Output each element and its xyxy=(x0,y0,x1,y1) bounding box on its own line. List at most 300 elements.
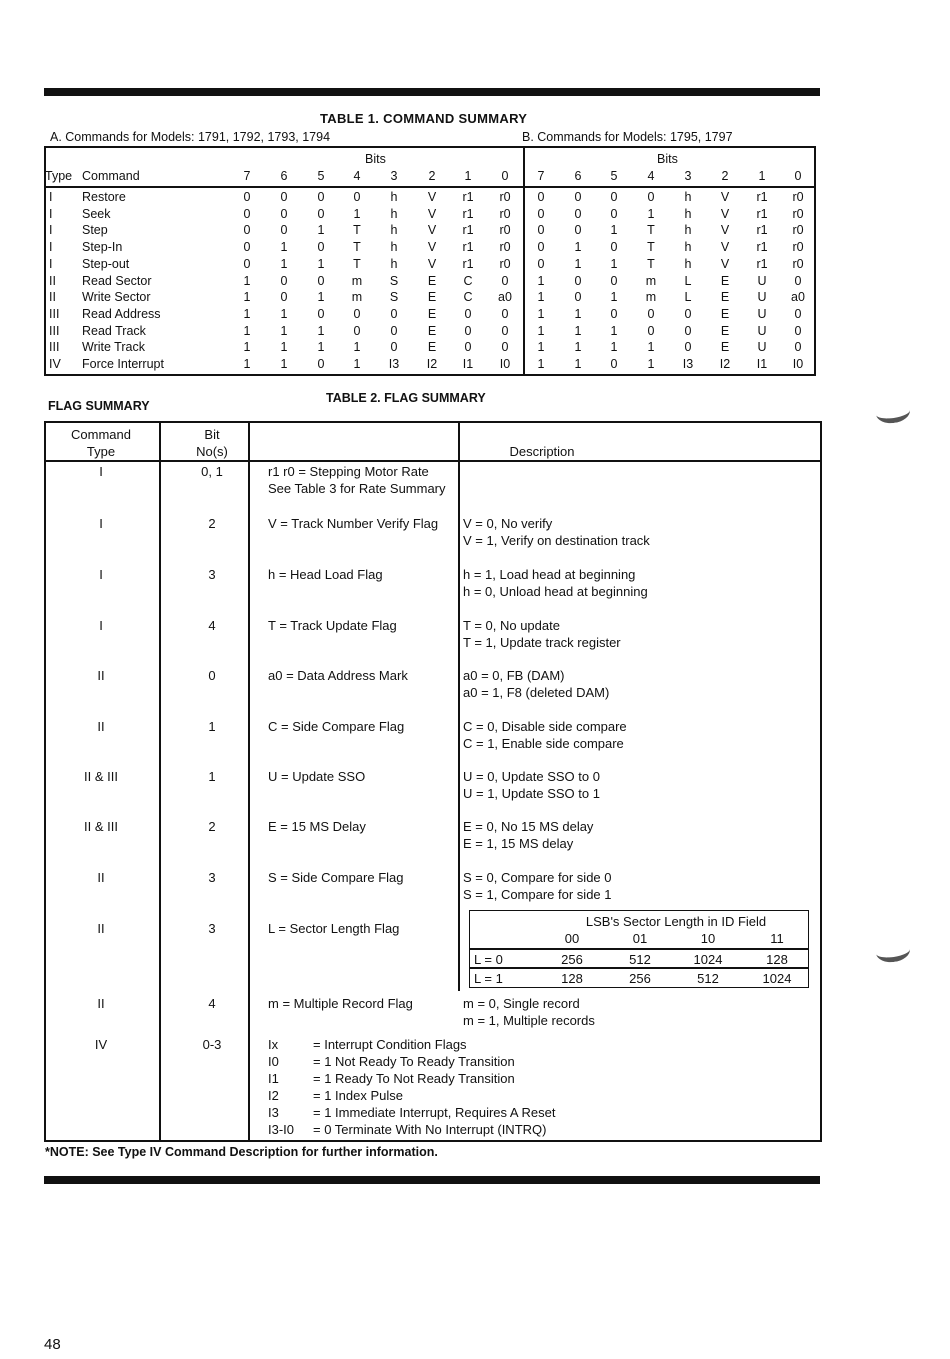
sector-length-value: 1024 xyxy=(693,952,723,967)
binder-hole-mark xyxy=(875,939,912,965)
flag-description: U = 1, Update SSO to 1 xyxy=(463,786,600,801)
header-type: Type xyxy=(86,444,116,459)
bit-value-b: U xyxy=(757,306,767,321)
bit-value-a: T xyxy=(353,223,361,238)
bit-value-a: h xyxy=(390,190,398,204)
bit-value-a: r1 xyxy=(462,206,474,221)
bit-header-a: 4 xyxy=(353,169,361,183)
bit-header-b: 1 xyxy=(758,169,766,183)
footnote: *NOTE: See Type IV Command Description for further information. xyxy=(45,1145,438,1159)
bit-value-a: 0 xyxy=(464,306,472,321)
flag-bit-number: 4 xyxy=(208,996,216,1011)
bottom-rule xyxy=(44,1176,820,1184)
bit-value-b: 0 xyxy=(794,306,802,321)
flag-bit-number: 2 xyxy=(208,516,216,531)
bit-value-b: I3 xyxy=(682,357,694,371)
bit-value-b: 0 xyxy=(610,273,618,288)
flag-command-type: II xyxy=(97,668,105,683)
bit-value-b: 1 xyxy=(537,290,545,305)
command-type: III xyxy=(49,306,60,321)
interrupt-symbol: I3-I0 xyxy=(268,1122,295,1137)
bit-value-a: 0 xyxy=(317,206,325,221)
bit-value-a: 1 xyxy=(317,323,325,338)
bit-value-a: T xyxy=(353,256,361,271)
interrupt-description: = 0 Terminate With No Interrupt (INTRQ) xyxy=(313,1122,547,1137)
bit-value-a: 1 xyxy=(280,340,288,355)
header-description: Description xyxy=(509,444,575,459)
header-bit: Bit xyxy=(204,427,220,442)
command-name: Read Address xyxy=(82,306,161,321)
command-name: Restore xyxy=(82,190,126,204)
bit-value-b: h xyxy=(684,206,692,221)
flag-description: V = 1, Verify on destination track xyxy=(463,533,650,548)
interrupt-symbol: I2 xyxy=(268,1088,279,1103)
flag-command-type: IV xyxy=(94,1037,108,1052)
bit-value-a: V xyxy=(427,190,437,204)
bit-value-b: E xyxy=(720,340,730,355)
bit-header-b: 5 xyxy=(610,169,618,183)
bit-value-a: 1 xyxy=(243,323,251,338)
bit-value-b: 1 xyxy=(537,340,545,355)
bit-value-b: L xyxy=(684,273,692,288)
interrupt-description: = 1 Immediate Interrupt, Requires A Reset xyxy=(313,1105,556,1120)
bit-value-b: U xyxy=(757,323,767,338)
bit-value-a: S xyxy=(389,273,399,288)
bit-header-b: 2 xyxy=(721,169,729,183)
bit-value-a: 1 xyxy=(317,340,325,355)
bit-value-b: 0 xyxy=(794,273,802,288)
binder-hole-mark xyxy=(875,400,912,426)
flag-command-type: I xyxy=(99,567,103,582)
bit-value-a: 0 xyxy=(280,206,288,221)
bit-value-b: I1 xyxy=(756,357,768,371)
bit-value-a: 0 xyxy=(464,340,472,355)
page-number: 48 xyxy=(44,1336,61,1353)
bit-value-a: h xyxy=(390,240,398,255)
flag-description: C = 0, Disable side compare xyxy=(463,719,627,734)
bit-value-a: V xyxy=(427,223,437,238)
bit-value-a: 0 xyxy=(353,190,361,204)
bit-value-a: 0 xyxy=(280,273,288,288)
bit-value-a: 0 xyxy=(280,290,288,305)
bit-value-b: T xyxy=(647,256,655,271)
bit-value-a: h xyxy=(390,223,398,238)
bit-value-b: h xyxy=(684,256,692,271)
table1-divider xyxy=(523,146,525,376)
interrupt-description: = 1 Not Ready To Ready Transition xyxy=(313,1054,515,1069)
bit-value-a: 0 xyxy=(317,273,325,288)
bit-value-b: 0 xyxy=(537,256,545,271)
bit-value-b: 1 xyxy=(647,340,655,355)
command-name: Read Sector xyxy=(82,273,152,288)
table2-header-rule xyxy=(44,460,822,462)
bit-value-b: U xyxy=(757,340,767,355)
sector-length-col-header: 01 xyxy=(632,931,648,946)
bit-value-a: 1 xyxy=(243,306,251,321)
bit-value-b: 1 xyxy=(574,240,582,255)
table1-header-rule xyxy=(44,186,816,188)
flag-bit-number: 0, 1 xyxy=(201,464,223,479)
bit-value-b: 0 xyxy=(537,240,545,255)
bit-value-a: r0 xyxy=(499,223,511,238)
interrupt-symbol: Ix xyxy=(268,1037,279,1052)
bit-value-b: 0 xyxy=(537,223,545,238)
sector-length-value: 128 xyxy=(561,971,583,986)
bit-value-a: 0 xyxy=(317,357,325,371)
bit-value-a: 0 xyxy=(243,256,251,271)
bit-header-a: 3 xyxy=(390,169,398,183)
bit-header-b: 0 xyxy=(794,169,802,183)
bit-value-b: U xyxy=(757,273,767,288)
sector-length-rule-1 xyxy=(469,948,809,950)
bit-value-b: 0 xyxy=(537,190,545,204)
sector-length-col-header: 00 xyxy=(564,931,580,946)
bit-value-a: r0 xyxy=(499,240,511,255)
bit-value-a: r1 xyxy=(462,256,474,271)
bit-value-b: 0 xyxy=(574,190,582,204)
bit-value-b: r0 xyxy=(792,240,804,255)
bit-value-b: T xyxy=(647,240,655,255)
flag-command-type: II xyxy=(97,870,105,885)
bit-header-b: 4 xyxy=(647,169,655,183)
flag-definition: U = Update SSO xyxy=(268,769,366,784)
flag-bit-number: 3 xyxy=(208,567,216,582)
bit-value-a: I1 xyxy=(462,357,474,371)
sector-length-value: 128 xyxy=(766,952,788,967)
bit-value-a: 0 xyxy=(280,190,288,204)
flag-bit-number: 0-3 xyxy=(202,1037,222,1052)
bit-value-a: r0 xyxy=(499,206,511,221)
bit-value-b: 1 xyxy=(574,306,582,321)
bit-value-a: 0 xyxy=(390,323,398,338)
sector-length-title: LSB's Sector Length in ID Field xyxy=(585,914,767,929)
bit-value-b: 1 xyxy=(537,306,545,321)
sector-length-col-header: 10 xyxy=(700,931,716,946)
flag-description: S = 1, Compare for side 1 xyxy=(463,887,612,902)
flag-definition: m = Multiple Record Flag xyxy=(268,996,413,1011)
command-type: IV xyxy=(49,357,61,371)
type-header: Type xyxy=(45,169,73,183)
bit-value-b: 0 xyxy=(610,306,618,321)
bit-value-b: 0 xyxy=(574,223,582,238)
flag-description: S = 0, Compare for side 0 xyxy=(463,870,612,885)
command-name: Read Track xyxy=(82,323,146,338)
sector-length-col-header: 11 xyxy=(770,931,784,946)
bit-value-b: 0 xyxy=(647,190,655,204)
bit-value-b: 0 xyxy=(610,190,618,204)
command-type: III xyxy=(49,340,60,355)
bit-value-b: a0 xyxy=(791,290,805,305)
flag-bit-number: 0 xyxy=(208,668,216,683)
bit-value-a: C xyxy=(463,273,473,288)
bit-value-b: r1 xyxy=(756,256,768,271)
bit-value-a: T xyxy=(353,240,361,255)
bit-value-b: L xyxy=(684,290,692,305)
bit-header-b: 3 xyxy=(684,169,692,183)
bit-value-b: 1 xyxy=(647,206,655,221)
header-command: Command xyxy=(71,427,131,442)
bits-label-b: Bits xyxy=(657,152,678,166)
bit-value-a: 1 xyxy=(317,223,325,238)
interrupt-symbol: I0 xyxy=(268,1054,279,1069)
interrupt-description: = Interrupt Condition Flags xyxy=(313,1037,467,1052)
bit-value-a: r1 xyxy=(462,240,474,255)
bit-value-b: T xyxy=(647,223,655,238)
bit-value-b: m xyxy=(645,290,657,305)
flag-description: V = 0, No verify xyxy=(463,516,553,531)
bit-value-b: r0 xyxy=(792,256,804,271)
flag-definition: r1 r0 = Stepping Motor Rate xyxy=(268,464,429,479)
flag-definition: E = 15 MS Delay xyxy=(268,819,366,834)
bit-value-a: 0 xyxy=(390,340,398,355)
bit-value-a: m xyxy=(351,273,363,288)
bit-value-b: r0 xyxy=(792,206,804,221)
bit-value-b: 1 xyxy=(537,357,545,371)
bit-value-a: I3 xyxy=(388,357,400,371)
bit-value-a: E xyxy=(427,340,437,355)
bit-value-b: r1 xyxy=(756,240,768,255)
bit-value-a: 1 xyxy=(317,256,325,271)
command-name: Write Sector xyxy=(82,290,151,305)
bit-value-a: r0 xyxy=(499,190,511,204)
bit-value-b: r0 xyxy=(792,190,804,204)
bit-value-b: r0 xyxy=(792,223,804,238)
bit-value-a: 0 xyxy=(243,223,251,238)
flag-description: m = 0, Single record xyxy=(463,996,580,1011)
bit-value-a: I2 xyxy=(426,357,438,371)
bit-value-a: 0 xyxy=(280,223,288,238)
bit-value-b: 0 xyxy=(610,206,618,221)
bit-value-b: 0 xyxy=(574,290,582,305)
flag-command-type: II xyxy=(97,719,105,734)
bit-value-a: 1 xyxy=(243,273,251,288)
bit-value-a: 1 xyxy=(280,323,288,338)
interrupt-description: = 1 Ready To Not Ready Transition xyxy=(313,1071,515,1086)
bit-header-b: 6 xyxy=(574,169,582,183)
bit-value-b: 1 xyxy=(610,256,618,271)
bit-value-b: 1 xyxy=(610,223,618,238)
flag-description: m = 1, Multiple records xyxy=(463,1013,595,1028)
bit-value-b: 1 xyxy=(537,273,545,288)
bit-value-a: S xyxy=(389,290,399,305)
command-name: Step xyxy=(82,223,108,238)
bit-value-a: h xyxy=(390,256,398,271)
bit-header-b: 7 xyxy=(537,169,545,183)
bit-value-a: m xyxy=(351,290,363,305)
bit-value-a: 1 xyxy=(243,357,251,371)
bit-value-b: r1 xyxy=(756,190,768,204)
bit-value-a: 0 xyxy=(501,340,509,355)
bit-value-b: V xyxy=(720,206,730,221)
interrupt-description: = 1 Index Pulse xyxy=(313,1088,403,1103)
command-type: I xyxy=(49,190,53,204)
bit-value-a: 0 xyxy=(501,306,509,321)
bit-value-b: h xyxy=(684,240,692,255)
flag-command-type: I xyxy=(99,464,103,479)
table1-section-a: A. Commands for Models: 1791, 1792, 1793, 1794 xyxy=(50,130,331,144)
bit-value-b: 1 xyxy=(610,340,618,355)
command-name: Seek xyxy=(82,206,111,221)
bit-value-a: 0 xyxy=(243,240,251,255)
flag-definition: h = Head Load Flag xyxy=(268,567,383,582)
bit-value-b: 0 xyxy=(610,357,618,371)
flag-bit-number: 1 xyxy=(208,719,216,734)
flag-bit-number: 3 xyxy=(208,870,216,885)
bit-value-b: r1 xyxy=(756,223,768,238)
flag-bit-number: 3 xyxy=(208,921,216,936)
bit-value-a: r1 xyxy=(462,223,474,238)
command-type: I xyxy=(49,256,53,271)
table1-section-b: B. Commands for Models: 1795, 1797 xyxy=(522,130,733,144)
interrupt-symbol: I1 xyxy=(268,1071,279,1086)
flag-command-type: I xyxy=(99,516,103,531)
bit-value-a: E xyxy=(427,290,437,305)
top-rule xyxy=(44,88,820,96)
flag-description: a0 = 1, F8 (deleted DAM) xyxy=(463,685,610,700)
flag-description: T = 0, No update xyxy=(463,618,560,633)
bit-value-b: E xyxy=(720,323,730,338)
bit-value-b: 1 xyxy=(610,323,618,338)
table1-title: TABLE 1. COMMAND SUMMARY xyxy=(320,111,528,126)
bit-value-b: E xyxy=(720,273,730,288)
bit-value-a: h xyxy=(390,206,398,221)
bit-value-a: 0 xyxy=(501,323,509,338)
bit-value-b: 0 xyxy=(610,240,618,255)
bit-value-b: V xyxy=(720,240,730,255)
flag-command-type: II & III xyxy=(84,769,118,784)
bit-value-a: E xyxy=(427,273,437,288)
sector-length-value: 1024 xyxy=(762,971,792,986)
bit-value-b: 0 xyxy=(684,306,692,321)
bit-value-a: E xyxy=(427,306,437,321)
bit-value-b: V xyxy=(720,256,730,271)
bit-value-a: 0 xyxy=(317,306,325,321)
bit-value-a: 1 xyxy=(243,290,251,305)
bit-value-b: 0 xyxy=(574,206,582,221)
bit-value-a: 0 xyxy=(243,190,251,204)
bit-value-a: 1 xyxy=(353,340,361,355)
bit-value-b: 0 xyxy=(647,306,655,321)
bit-value-b: r1 xyxy=(756,206,768,221)
bit-value-b: E xyxy=(720,306,730,321)
bit-value-b: U xyxy=(757,290,767,305)
flag-bit-number: 1 xyxy=(208,769,216,784)
bit-value-a: 0 xyxy=(464,323,472,338)
flag-command-type: II & III xyxy=(84,819,118,834)
flag-description: h = 0, Unload head at beginning xyxy=(463,584,648,599)
bit-value-a: V xyxy=(427,256,437,271)
bit-value-a: 1 xyxy=(353,206,361,221)
sector-length-row-label: L = 1 xyxy=(474,971,503,986)
bit-value-a: 0 xyxy=(353,323,361,338)
bit-header-a: 1 xyxy=(464,169,472,183)
bit-value-b: 1 xyxy=(610,290,618,305)
bit-value-b: m xyxy=(645,273,657,288)
flag-definition: C = Side Compare Flag xyxy=(268,719,405,734)
bit-value-b: 0 xyxy=(684,323,692,338)
flag-command-type: II xyxy=(97,996,105,1011)
bit-value-b: 1 xyxy=(647,357,655,371)
flag-command-type: II xyxy=(97,921,105,936)
table2-title: TABLE 2. FLAG SUMMARY xyxy=(326,391,486,405)
command-name: Step-out xyxy=(82,256,130,271)
bit-header-a: 6 xyxy=(280,169,288,183)
command-name: Force Interrupt xyxy=(82,357,164,371)
command-type: III xyxy=(49,323,60,338)
flag-description: E = 1, 15 MS delay xyxy=(463,836,574,851)
bit-value-b: 0 xyxy=(794,323,802,338)
bit-value-a: 1 xyxy=(280,306,288,321)
command-type: I xyxy=(49,240,53,255)
flag-definition: T = Track Update Flag xyxy=(268,618,397,633)
flag-description: E = 0, No 15 MS delay xyxy=(463,819,594,834)
command-type: II xyxy=(49,273,56,288)
bit-header-a: 2 xyxy=(428,169,436,183)
bit-value-a: 0 xyxy=(390,306,398,321)
bit-value-b: 0 xyxy=(684,340,692,355)
bit-value-a: 1 xyxy=(353,357,361,371)
bit-value-a: V xyxy=(427,206,437,221)
bit-value-b: 1 xyxy=(574,357,582,371)
flag-bit-number: 2 xyxy=(208,819,216,834)
bit-value-a: 0 xyxy=(317,190,325,204)
bit-value-a: 0 xyxy=(317,240,325,255)
bit-value-a: I0 xyxy=(499,357,511,371)
bit-value-b: 0 xyxy=(574,273,582,288)
bit-value-b: 1 xyxy=(537,323,545,338)
flag-definition: L = Sector Length Flag xyxy=(268,921,400,936)
bit-value-b: V xyxy=(720,190,730,204)
bit-value-b: V xyxy=(720,223,730,238)
bit-value-b: h xyxy=(684,223,692,238)
flag-description: U = 0, Update SSO to 0 xyxy=(463,769,600,784)
sector-length-value: 512 xyxy=(629,952,651,967)
bit-header-a: 7 xyxy=(243,169,251,183)
bit-value-b: h xyxy=(684,190,692,204)
bit-value-b: 0 xyxy=(647,323,655,338)
table2-col-divider-1 xyxy=(159,421,161,1142)
command-name: Step-In xyxy=(82,240,123,255)
command-name: Write Track xyxy=(82,340,145,355)
flag-command-type: I xyxy=(99,618,103,633)
bit-header-a: 0 xyxy=(501,169,509,183)
flag-description: h = 1, Load head at beginning xyxy=(463,567,636,582)
flag-definition: See Table 3 for Rate Summary xyxy=(268,481,446,496)
sector-length-value: 512 xyxy=(697,971,719,986)
bit-value-a: 1 xyxy=(243,340,251,355)
bit-value-a: V xyxy=(427,240,437,255)
table2-col-divider-3 xyxy=(458,421,460,991)
bit-value-b: E xyxy=(720,290,730,305)
header-nos: No(s) xyxy=(196,444,228,459)
flag-bit-number: 4 xyxy=(208,618,216,633)
bit-value-a: 1 xyxy=(280,240,288,255)
bit-value-a: 0 xyxy=(243,206,251,221)
bit-value-b: 1 xyxy=(574,340,582,355)
bit-header-a: 5 xyxy=(317,169,325,183)
bit-value-a: 0 xyxy=(353,306,361,321)
bit-value-a: C xyxy=(463,290,473,305)
interrupt-symbol: I3 xyxy=(268,1105,279,1120)
bit-value-a: 1 xyxy=(317,290,325,305)
bit-value-b: 0 xyxy=(537,206,545,221)
bit-value-a: 1 xyxy=(280,256,288,271)
flag-definition: V = Track Number Verify Flag xyxy=(268,516,439,531)
command-type: I xyxy=(49,223,53,238)
flag-definition: a0 = Data Address Mark xyxy=(268,668,408,683)
bit-value-b: 1 xyxy=(574,323,582,338)
flag-definition: S = Side Compare Flag xyxy=(268,870,404,885)
